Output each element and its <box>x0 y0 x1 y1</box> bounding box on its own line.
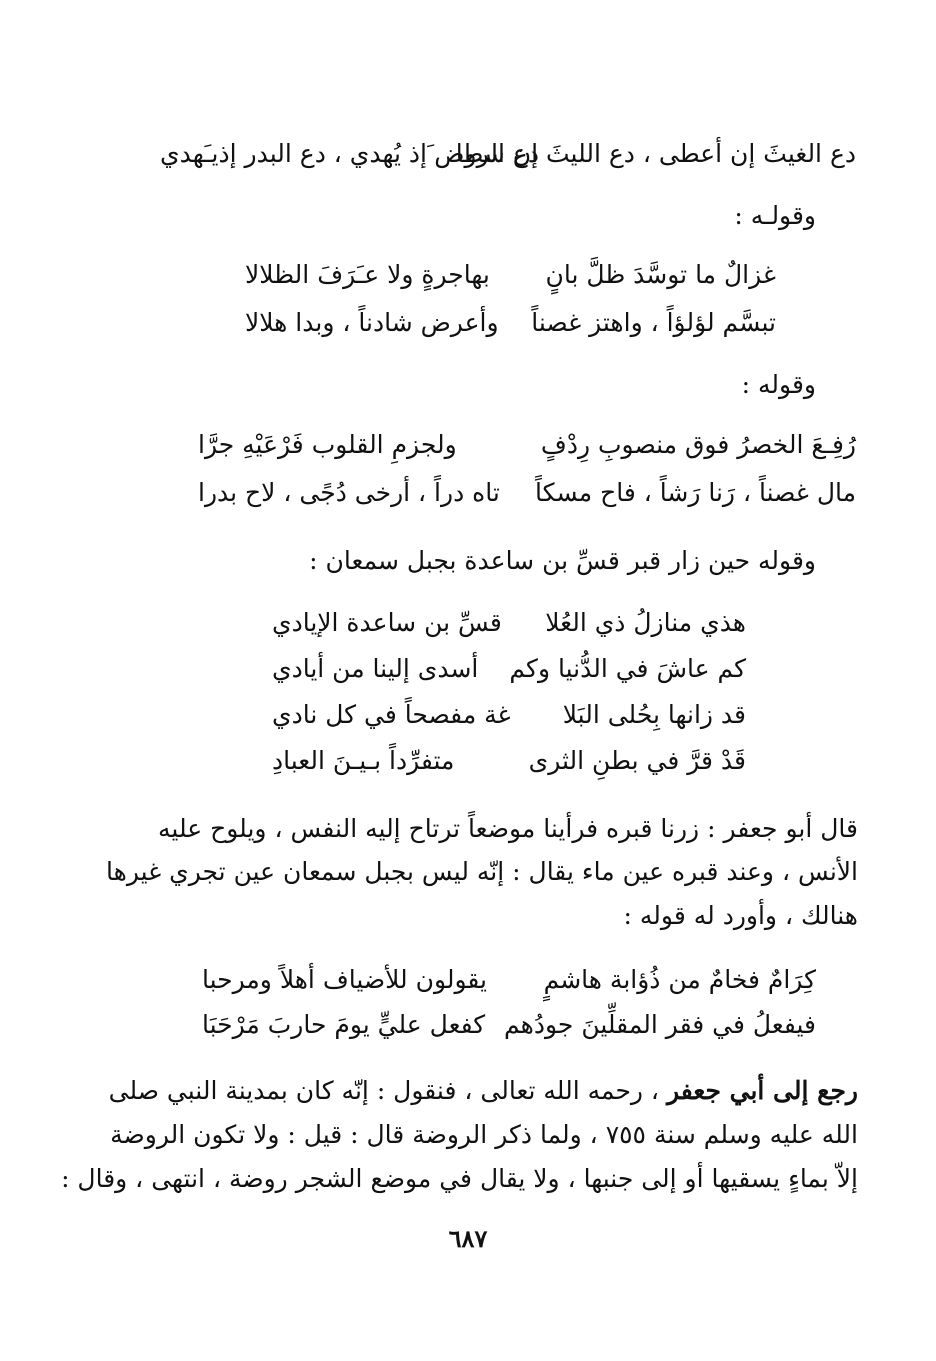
poem3-line2-h1: مال غصناً ، رَنا رَشاً ، فاح مسكاً <box>535 478 856 507</box>
poem4-line1-h2: قسِّ بن ساعدة الإيادي <box>272 608 502 637</box>
intro-3: وقوله : <box>741 370 816 399</box>
intro-2: وقولـه : <box>734 201 816 230</box>
intro-4: وقوله حين زار قبر قسِّ بن ساعدة بجبل سمعان : <box>309 546 816 575</box>
poem4-line3-h1: قد زانها بِحُلى البَلا <box>562 700 746 729</box>
poem5-line1-h1: كِرَامٌ فخامٌ من ذُؤابة هاشمٍ <box>543 965 816 994</box>
paragraph-2-line-1 <box>108 1074 858 1108</box>
poem4-line2-h1: كم عاشَ في الدُّنيا وكم <box>509 654 746 683</box>
poem5-line1-h2: يقولون للأضياف أهلاً ومرحبا <box>202 965 488 994</box>
paragraph-2-line-2: الله عليه وسلم سنة ٧٥٥ ، ولما ذكر الروضة قال : قيل : ولا تكون الروضة <box>110 1120 858 1149</box>
poem4-line2-h2: أسدى إلينا من أيادي <box>272 654 479 683</box>
poem3-line1-h1: رُفِـعَ الخصرُ فوق منصوبِ رِدْفٍ <box>540 430 856 459</box>
page-number: ٦٨٧ <box>448 1224 488 1253</box>
poem3-line1-h2: ولجزمِ القلوب فَرْعَيْهِ جرَّا <box>198 430 457 459</box>
poem5-line2-h2: كفعل عليٍّ يومَ حاربَ مَرْحَبَا <box>202 1010 486 1039</box>
paragraph-1-line-3: هنالك ، وأورد له قوله : <box>623 901 858 930</box>
verse1-hemistich-1: دع الغيثَ إن أعطى ، دع الليثَ إن سطا <box>455 139 856 168</box>
verse1-hemistich-2: دع الروض َإذ يُهدي ، دع البدر إذيـَهدي <box>160 139 539 168</box>
paragraph-1-line-1: قال أبو جعفر : زرنا قبره فرأينا موضعاً ترتاح إليه النفس ، ويلوح عليه <box>158 814 858 843</box>
paragraph-2-bold-lead: رجع إلى أبي جعفر <box>666 1076 858 1105</box>
paragraph-2-line-1-rest: ، رحمه الله تعالى ، فنقول : إنّه كان بمدينة النبي صلى <box>108 1076 667 1105</box>
paragraph-2-line-3: إلاّ بماءٍ يسقيها أو إلى جنبها ، ولا يقال في موضع الشجر روضة ، انتهى ، وقال : <box>61 1164 858 1193</box>
poem3-line2-h2: تاه دراً ، أرخى دُجًى ، لاح بدرا <box>198 478 500 507</box>
poem2-line1-h1: غزالٌ ما توسَّدَ ظلَّ بانٍ <box>545 260 776 289</box>
poem4-line4-h2: متفرِّداً بـيـنَ العبادِ <box>272 746 455 775</box>
poem2-line1-h2: بهاجرةٍ ولا عـَرَفَ الظلالا <box>245 260 490 289</box>
poem2-line2-h1: تبسَّم لؤلؤاً ، واهتز غصناً <box>531 308 776 337</box>
paragraph-1-line-2: الأنس ، وعند قبره عين ماء يقال : إنّه ليس بجبل سمعان عين تجري غيرها <box>106 857 858 886</box>
poem4-line1-h1: هذي منازلُ ذي العُلا <box>545 608 746 637</box>
poem4-line3-h2: غة مفصحاً في كل نادي <box>272 700 511 729</box>
poem4-line4-h1: قَدْ قرَّ في بطنِ الثرى <box>528 746 746 775</box>
poem2-line2-h2: وأعرض شادناً ، وبدا هلالا <box>245 308 499 337</box>
poem5-line2-h1: فيفعلُ في فقر المقلِّينَ جودُهم <box>504 1010 816 1039</box>
